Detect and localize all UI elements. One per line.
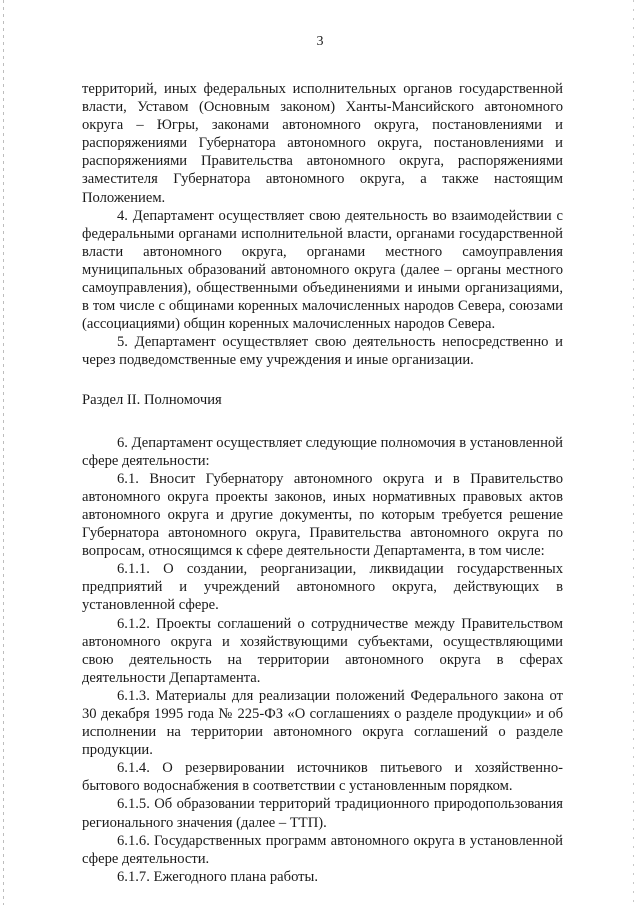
paragraph-continuation: территорий, иных федеральных исполнительных органов государственной власти, Уставом (Основным законом) Ханты-Мансийского автономного округа – Югры, законами автономного округа, постановлениями и распоряжениями Губернатора автономного округа, постановлениями и распоряжениями Правительства автономного округа, распоряжениями заместителя Губернатора автономного округа, а также настоящим Положением. — [82, 81, 563, 206]
item-6-1-7: 6.1.7. Ежегодного плана работы. — [117, 868, 319, 885]
item-6-1-3: 6.1.3. Материалы для реализации положений Федерального закона от 30 декабря 1995 года № 225-ФЗ «О соглашениях о разделе продукции» и об исполнении на территории автономного округа соглашений о разделе продукции. — [82, 687, 563, 759]
item-6-1-2: 6.1.2. Проекты соглашений о сотрудничестве между Правительством автономного округа и хозяйствующими субъектами, осуществляющими свою деятельность на территории автономного округа в сферах деятельности Департамента. — [82, 615, 563, 686]
scan-edge-right — [633, 0, 634, 905]
section-heading: Раздел II. Полномочия — [82, 391, 222, 408]
page-number: 3 — [316, 34, 324, 49]
scan-edge-left — [3, 0, 4, 905]
document-body — [82, 80, 563, 886]
item-6-1-4: 6.1.4. О резервировании источников питьевого и хозяйственно-бытового водоснабжения в соответствии с установленным порядком. — [82, 760, 563, 795]
paragraph-5: 5. Департамент осуществляет свою деятельность непосредственно и через подведомственные ему учреждения и иные организации. — [82, 334, 563, 369]
item-6: 6. Департамент осуществляет следующие полномочия в установленной сфере деятельности: — [82, 434, 563, 469]
item-6-1-6: 6.1.6. Государственных программ автономного округа в установленной сфере деятельности. — [82, 832, 563, 867]
item-6-1-5: 6.1.5. Об образовании территорий традиционного природопользования регионального значения (далее – ТТП). — [82, 796, 563, 831]
item-6-1-1: 6.1.1. О создании, реорганизации, ликвидации государственных предприятий и учреждений автономного округа, действующих в установленной сфере. — [82, 561, 563, 614]
paragraph-4: 4. Департамент осуществляет свою деятельность во взаимодействии с федеральными органами исполнительной власти, органами государственной власти автономного округа, органами местного самоуправления муниципальных образований автономного округа (далее – органы местного самоуправления), общественными объединениями и иными организациями, в том числе с общинами коренных малочисленных народов Севера, союзами (ассоциациями) общин коренных малочисленных народов Севера. — [82, 207, 563, 333]
item-6-1: 6.1. Вносит Губернатору автономного округа и в Правительство автономного округа проекты законов, иных нормативных правовых актов автономного округа и другие документы, по которым требуется решение Губернатора автономного округа, Правительства автономного округа по вопросам, относящимся к сфере деятельности Департамента, в том числе: — [82, 470, 563, 560]
